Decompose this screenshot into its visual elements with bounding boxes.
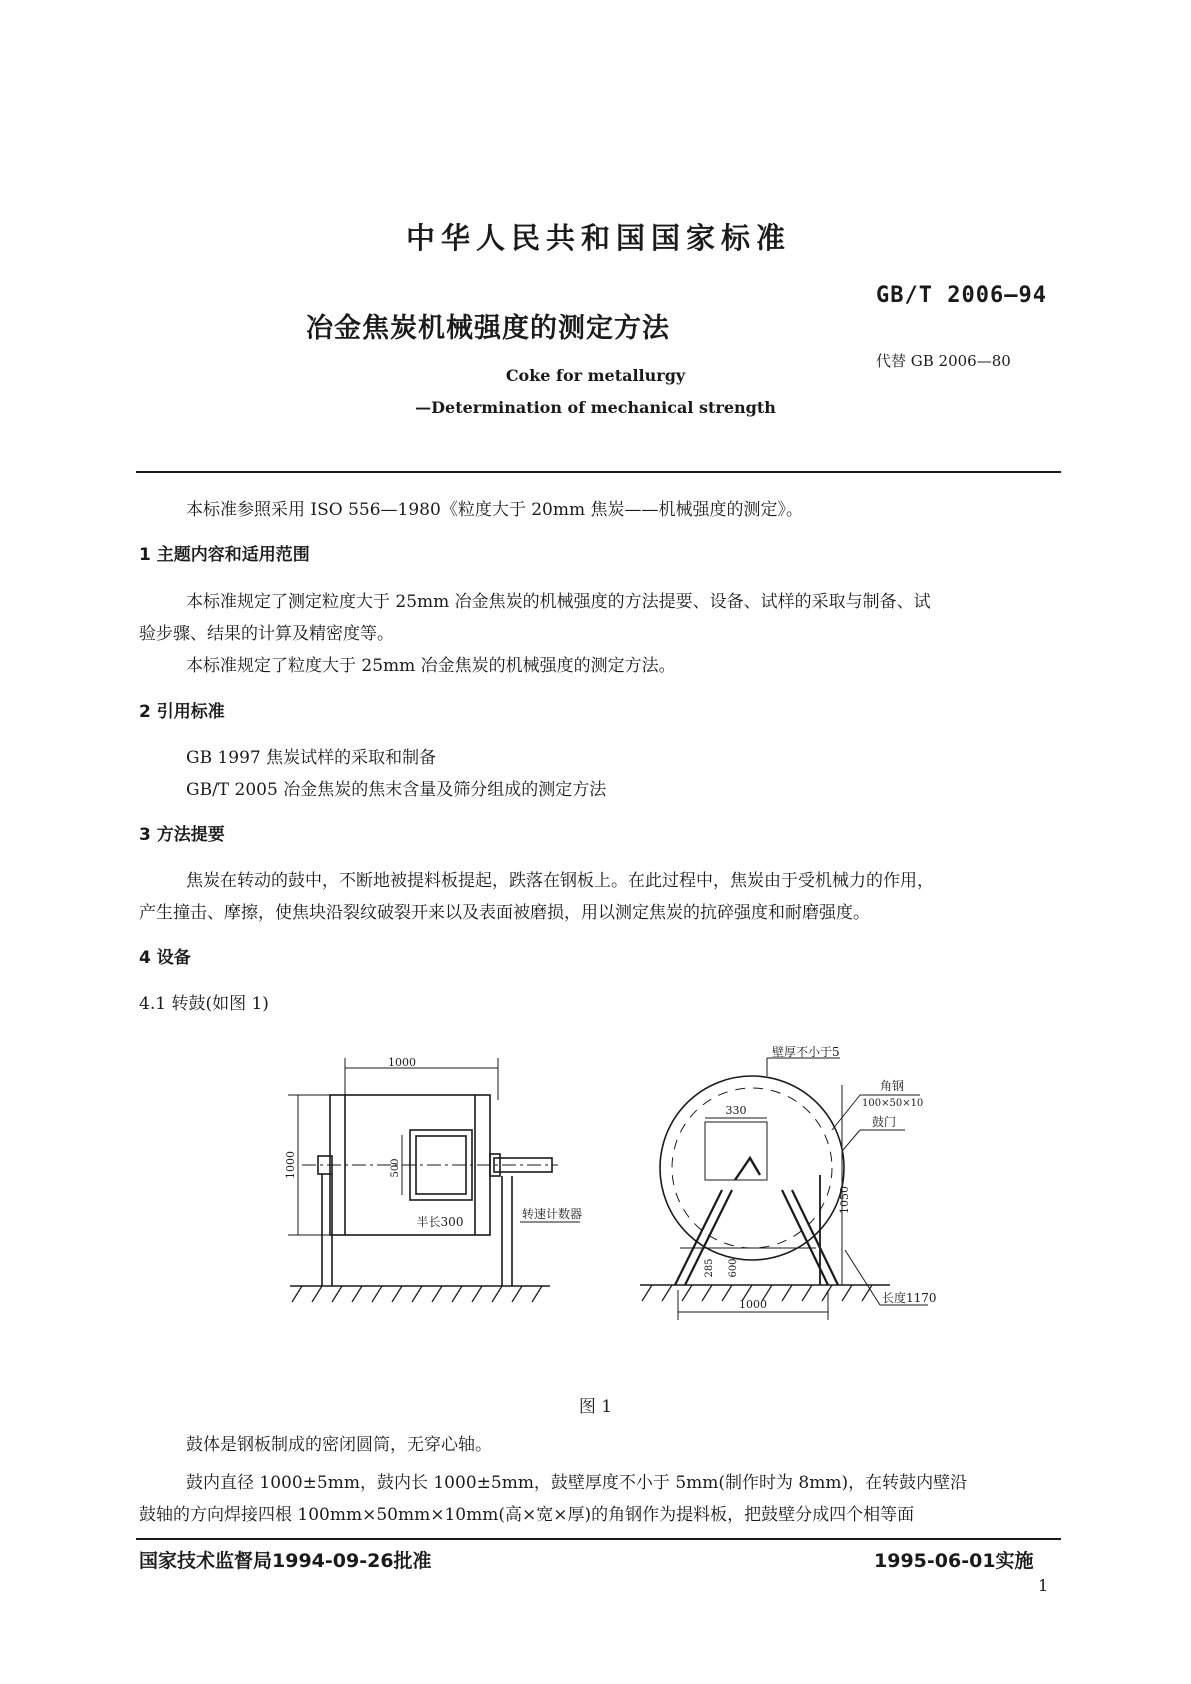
section-3-heading: 3 方法提要 xyxy=(139,825,225,845)
after-figure-line-1: 鼓体是钢板制成的密闭圆筒，无穿心轴。 xyxy=(186,1435,492,1455)
after-figure-line-2: 鼓内直径 1000±5mm，鼓内长 1000±5mm，鼓壁厚度不小于 5mm(制作时为 8mm)，在转鼓内壁沿 xyxy=(186,1473,968,1493)
reference-gbt-2005: GB/T 2005 冶金焦炭的焦末含量及筛分组成的测定方法 xyxy=(186,780,607,800)
reference-gb-1997: GB 1997 焦炭试样的采取和制备 xyxy=(186,748,437,768)
figure-caption: 图 1 xyxy=(578,1397,613,1417)
section-4-heading: 4 设备 xyxy=(139,948,191,968)
section-1-paragraph-1-line-1: 本标准规定了测定粒度大于 25mm 冶金焦炭的机械强度的方法提要、设备、试样的采取与制备、试 xyxy=(186,592,931,612)
section-2-heading: 2 引用标准 xyxy=(139,702,225,722)
section-1-paragraph-1-line-2: 验步骤、结果的计算及精密度等。 xyxy=(139,624,394,644)
footer-divider xyxy=(136,1538,1061,1540)
label-dim-330: 330 xyxy=(725,1104,747,1117)
label-door: 鼓门 xyxy=(872,1115,897,1129)
document-title-en-line2: —Determination of mechanical strength xyxy=(415,398,776,417)
label-dim-1050: 1050 xyxy=(838,1186,851,1214)
section-1-paragraph-2: 本标准规定了粒度大于 25mm 冶金焦炭的机械强度的测定方法。 xyxy=(186,656,676,676)
label-length: 长度1170 xyxy=(882,1291,937,1305)
label-dim-600: 600 xyxy=(728,1258,739,1278)
approval-date: 国家技术监督局1994-09-26批准 xyxy=(139,1550,432,1572)
after-figure-line-3: 鼓轴的方向焊接四根 100mm×50mm×10mm(高×宽×厚)的角钢作为提料板，把鼓壁分成四个相等面 xyxy=(139,1505,915,1525)
intro-paragraph: 本标准参照采用 ISO 556—1980《粒度大于 20mm 焦炭——机械强度的测定》。 xyxy=(186,500,803,520)
label-dim-1000-bottom: 1000 xyxy=(739,1298,767,1311)
label-dim-285: 285 xyxy=(704,1258,715,1278)
label-angle-size: 100×50×10 xyxy=(862,1098,924,1109)
replaces-standard: 代替 GB 2006—80 xyxy=(876,352,1011,370)
drum-side-view xyxy=(288,1058,583,1302)
effective-date: 1995-06-01实施 xyxy=(874,1550,1034,1572)
section-3-line-2: 产生撞击、摩擦，使焦块沿裂纹破裂开来以及表面被磨损，用以测定焦炭的抗碎强度和耐磨强度。 xyxy=(139,903,870,923)
header-divider xyxy=(136,471,1061,473)
standard-number: GB/T 2006—94 xyxy=(876,283,1047,308)
label-dim-500: 500 xyxy=(390,1158,401,1178)
label-dim-1000-top: 1000 xyxy=(388,1056,416,1069)
page-number: 1 xyxy=(1038,1576,1049,1595)
label-counter: 转速计数器 xyxy=(522,1207,583,1221)
document-title-en-line1: Coke for metallurgy xyxy=(505,366,686,385)
section-4-1-heading: 4.1 转鼓(如图 1) xyxy=(139,994,269,1014)
national-standard-title: 中华人民共和国国家标准 xyxy=(405,221,791,255)
section-1-heading: 1 主题内容和适用范围 xyxy=(139,545,310,565)
label-angle-steel: 角钢 xyxy=(880,1079,905,1093)
label-wall-thickness: 壁厚不小于5 xyxy=(772,1045,840,1059)
section-3-line-1: 焦炭在转动的鼓中，不断地被提料板提起，跌落在钢板上。在此过程中，焦炭由于受机械力的作用， xyxy=(186,871,934,891)
document-title-zh: 冶金焦炭机械强度的测定方法 xyxy=(306,313,670,344)
label-dim-1000-side: 1000 xyxy=(284,1151,297,1179)
drum-diagram xyxy=(280,1045,937,1350)
label-half-length: 半长300 xyxy=(416,1215,464,1229)
